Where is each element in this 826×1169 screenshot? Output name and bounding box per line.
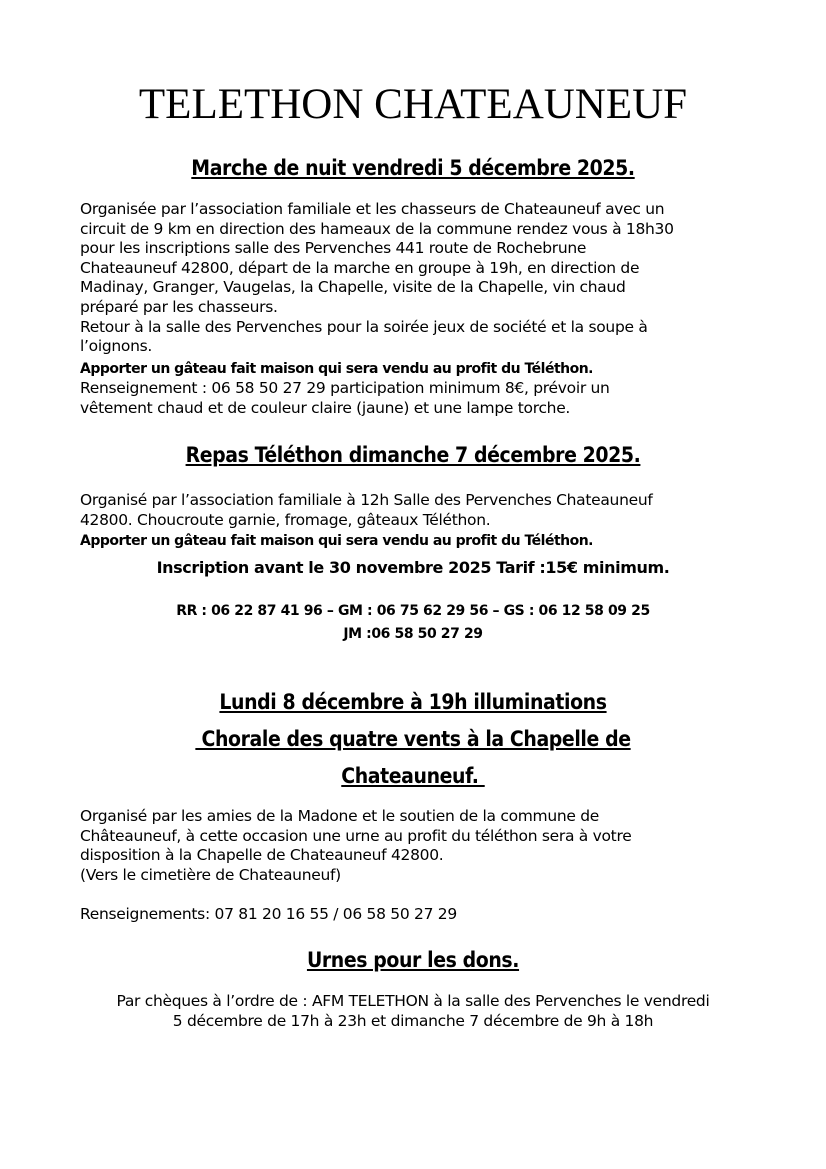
text-line: Organisé par les amies de la Madone et le soutien de la commune de	[80, 807, 600, 825]
urnes-description	[0, 991, 826, 1031]
text-line: Renseignement : 06 58 50 27 29 participation minimum 8€, prévoir un	[80, 379, 610, 398]
text-line: l’oignons.	[80, 337, 152, 356]
repas-description	[80, 491, 653, 552]
text-line: préparé par les chasseurs.	[80, 297, 278, 316]
text-line: vêtement chaud et de couleur claire (jaune) et une lampe torche.	[80, 398, 571, 417]
illuminations-description	[80, 807, 631, 925]
heading-illuminations	[0, 684, 826, 795]
text-line: circuit de 9 km en direction des hameaux de la commune rendez vous à 18h30	[80, 219, 674, 238]
text-line: 42800. Choucroute garnie, fromage, gâteaux Téléthon.	[80, 510, 491, 529]
contact-line: RR : 06 22 87 41 96 – GM : 06 75 62 29 56 – GS : 06 12 58 09 25	[176, 603, 650, 619]
text-line: Organisée par l’association familiale et les chasseurs de Chateauneuf avec un	[80, 200, 665, 218]
heading-urnes: Urnes pour les dons.	[306, 948, 520, 972]
document-title: TELETHON CHATEAUNEUF	[138, 81, 688, 128]
text-line: Madinay, Granger, Vaugelas, la Chapelle, visite de la Chapelle, vin chaud	[80, 278, 626, 297]
text-line: (Vers le cimetière de Chateauneuf)	[80, 865, 341, 884]
text-line: Organisé par l’association familiale à 12h Salle des Pervenches Chateauneuf	[80, 491, 653, 509]
info-line: Renseignements: 07 81 20 16 55 / 06 58 50 27 29	[80, 904, 457, 923]
text-line: pour les inscriptions salle des Pervenches 441 route de Rochebrune	[80, 239, 587, 258]
text-line: disposition à la Chapelle de Chateauneuf 42800.	[80, 846, 444, 865]
contact-line: JM :06 58 50 27 29	[343, 626, 483, 642]
text-line: Chateauneuf 42800, départ de la marche en groupe à 19h, en direction de	[80, 258, 640, 277]
bold-note: Apporter un gâteau fait maison qui sera vendu au profit du Téléthon.	[80, 360, 594, 377]
heading-line: Chateauneuf.	[341, 764, 485, 788]
heading-line: Lundi 8 décembre à 19h illuminations	[219, 690, 607, 714]
marche-description	[80, 200, 674, 419]
bold-note: Apporter un gâteau fait maison qui sera vendu au profit du Téléthon.	[80, 533, 594, 550]
text-line: Par chèques à l’ordre de : AFM TELETHON à la salle des Pervenches le vendredi	[116, 992, 710, 1010]
heading-marche-de-nuit: Marche de nuit vendredi 5 décembre 2025.	[191, 156, 635, 180]
heading-repas: Repas Téléthon dimanche 7 décembre 2025.	[185, 443, 641, 467]
text-line: Châteauneuf, à cette occasion une urne au profit du téléthon sera à votre	[80, 826, 632, 845]
text-line: 5 décembre de 17h à 23h et dimanche 7 décembre de 9h à 18h	[172, 1012, 654, 1030]
heading-line: Chorale des quatre vents à la Chapelle de	[195, 727, 631, 751]
inscription-note: Inscription avant le 30 novembre 2025 Tarif :15€ minimum.	[156, 558, 670, 577]
text-line: Retour à la salle des Pervenches pour la soirée jeux de société et la soupe à	[80, 317, 648, 336]
